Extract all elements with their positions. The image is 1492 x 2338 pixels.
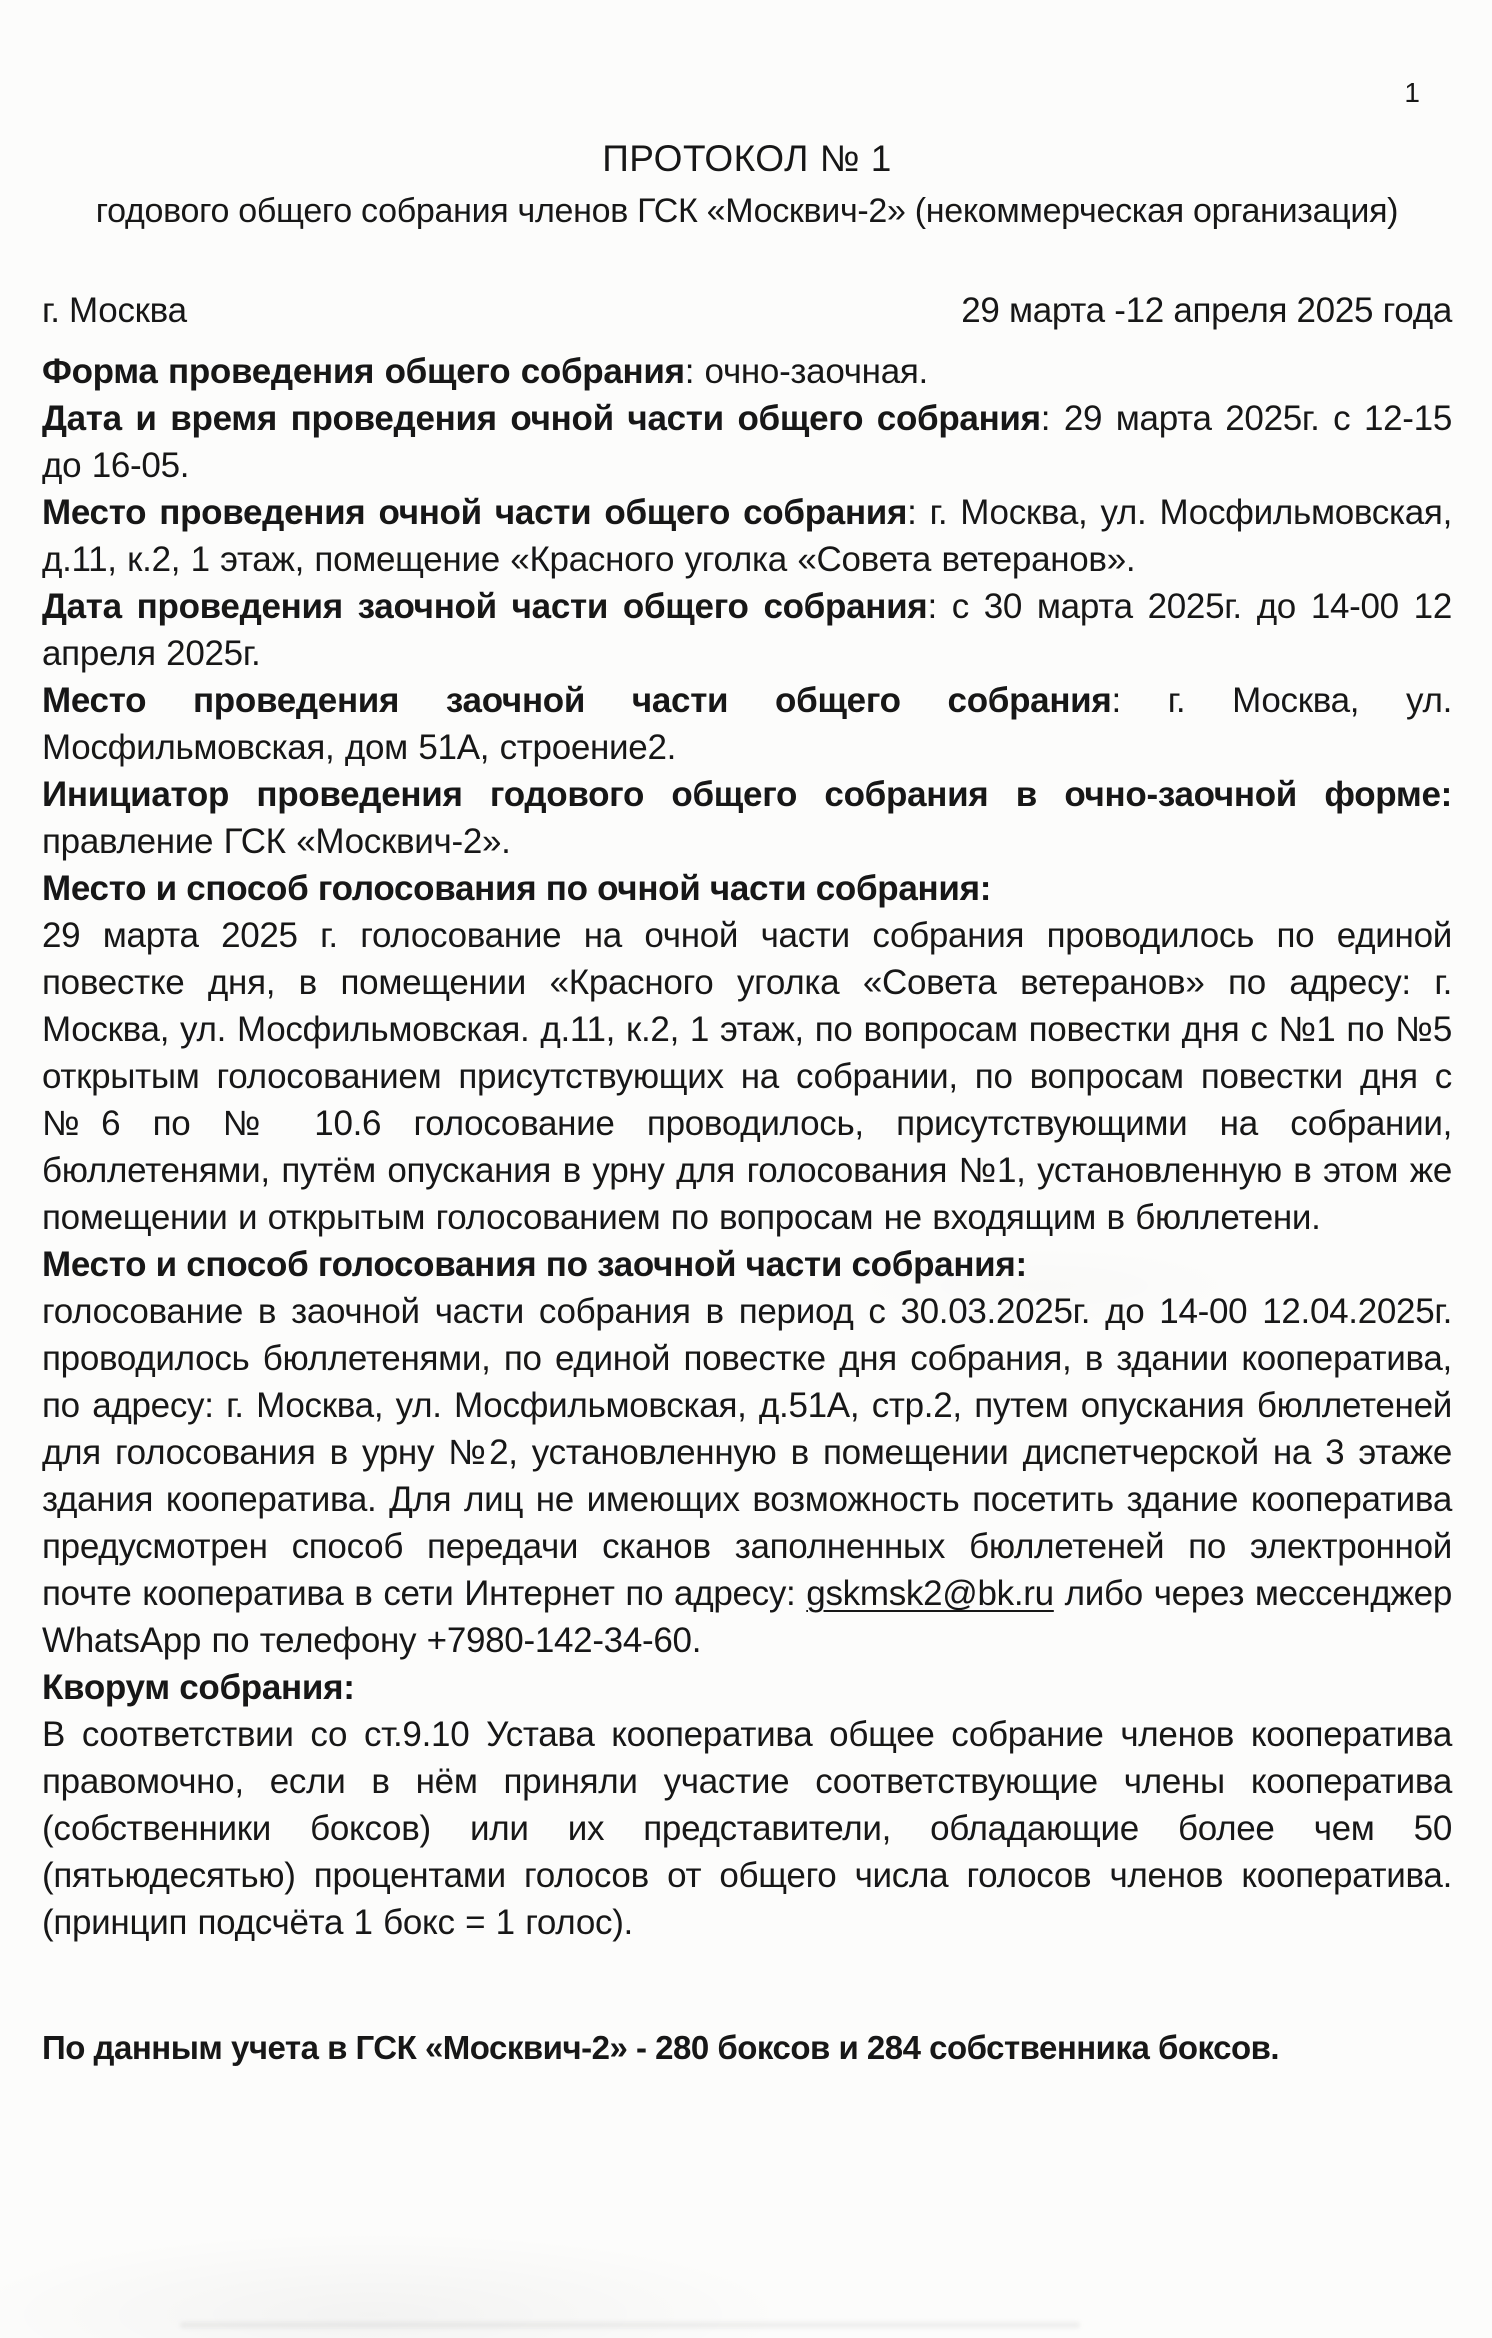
para-absentee-place-label: Место проведения заочной части общего собрания xyxy=(42,681,1112,720)
para-meeting-form-label: Форма проведения общего собрания xyxy=(42,352,685,391)
heading-quorum: Кворум собрания: xyxy=(42,1668,355,1707)
para-quorum: В соответствии со ст.9.10 Устава кооператива общее собрание членов кооператива правомочно, если в нём приняли участие соответствующие члены кооператива (собственники боксов) или их представители, обладающие более чем 50 (пятьюдесятью) процентами голосов от общего числа голосов членов кооператива.(принцип подсчёта 1 бокс = 1 голос). xyxy=(42,1715,1452,1942)
dateline xyxy=(42,287,1452,334)
para-inperson-place xyxy=(42,489,1452,583)
summary-line: По данным учета в ГСК «Москвич-2» - 280 боксов и 284 собственника боксов. xyxy=(42,2029,1280,2066)
para-initiator-label: Инициатор проведения годового общего собрания в очно-заочной форме: xyxy=(42,775,1452,814)
para-initiator xyxy=(42,771,1452,865)
page-number: 1 xyxy=(1404,77,1420,108)
dateline-dates: 29 марта -12 апреля 2025 года xyxy=(961,291,1452,330)
para-absentee-place xyxy=(42,677,1452,771)
para-absentee-voting xyxy=(42,1288,1452,1664)
para-inperson-place-label: Место проведения очной части общего собрания xyxy=(42,493,908,532)
para-meeting-form-value: : очно-заочная. xyxy=(684,352,928,391)
dateline-city: г. Москва xyxy=(42,291,187,330)
para-initiator-value: правление ГСК «Москвич-2». xyxy=(42,822,511,861)
para-absentee-date-label: Дата проведения заочной части общего собрания xyxy=(42,587,928,626)
para-absentee-voting-after: либо через мессенджер WhatsApp по телефону +7980-142-34-60. xyxy=(42,1574,1452,1660)
heading-absentee-voting: Место и способ голосования по заочной части собрания: xyxy=(42,1245,1027,1284)
scan-artifact xyxy=(180,2322,1080,2328)
para-absentee-place-value: : г. Москва, ул. Мосфильмовская, дом 51А, строение2. xyxy=(42,681,1452,767)
para-inperson-voting: 29 марта 2025 г. голосование на очной части собрания проводилось по единой повестке дня, в помещении «Красного уголка «Совета ветеранов» по адресу: г. Москва, ул. Мосфильмовская. д.11, к.2, 1 этаж, по вопросам повестки дня с №1 по №5 открытым голосованием присутствующих на собрании, по вопросам повестки дня с №6 по № 10.6 голосование проводилось, присутствующими на собрании, бюллетенями, путём опускания в урну для голосования №1, установленную в этом же помещении и открытым голосованием по вопросам не входящим в бюллетени. xyxy=(42,916,1452,1237)
heading-inperson-voting: Место и способ голосования по очной части собрания: xyxy=(42,869,992,908)
email-link: gskmsk2@bk.ru xyxy=(806,1574,1054,1613)
para-inperson-place-value: : г. Москва, ул. Мосфильмовская, д.11, к.2, 1 этаж, помещение «Красного уголка «Совета ветеранов». xyxy=(42,493,1452,579)
para-absentee-date-value: : с 30 марта 2025г. до 14-00 12 апреля 2025г. xyxy=(42,587,1453,673)
para-inperson-datetime-label: Дата и время проведения очной части общего собрания xyxy=(42,399,1041,438)
document-subtitle: годового общего собрания членов ГСК «Москвич-2» (некоммерческая организация) xyxy=(95,192,1399,230)
para-inperson-datetime-value: : 29 марта 2025г. с 12-15 до 16-05. xyxy=(42,399,1452,485)
document-body xyxy=(42,348,1452,2071)
para-absentee-date xyxy=(42,583,1452,677)
para-inperson-datetime xyxy=(42,395,1452,489)
para-meeting-form xyxy=(42,348,1452,395)
para-absentee-voting-before: голосование в заочной части собрания в период с 30.03.2025г. до 14-00 12.04.2025г. проводилось бюллетенями, по единой повестке дня собрания, в здании кооператива, по адресу: г. Москва, ул. Мосфильмовская, д.51А, стр.2, путем опускания бюллетеней для голосования в урну №2, установленную в помещении диспетчерской на 3 этаже здания кооператива. Для лиц не имеющих возможность посетить здание кооператива предусмотрен способ передачи сканов заполненных бюллетеней по электронной почте кооператива в сети Интернет по адресу: xyxy=(42,1292,1452,1613)
document-title: ПРОТОКОЛ № 1 xyxy=(602,138,892,179)
